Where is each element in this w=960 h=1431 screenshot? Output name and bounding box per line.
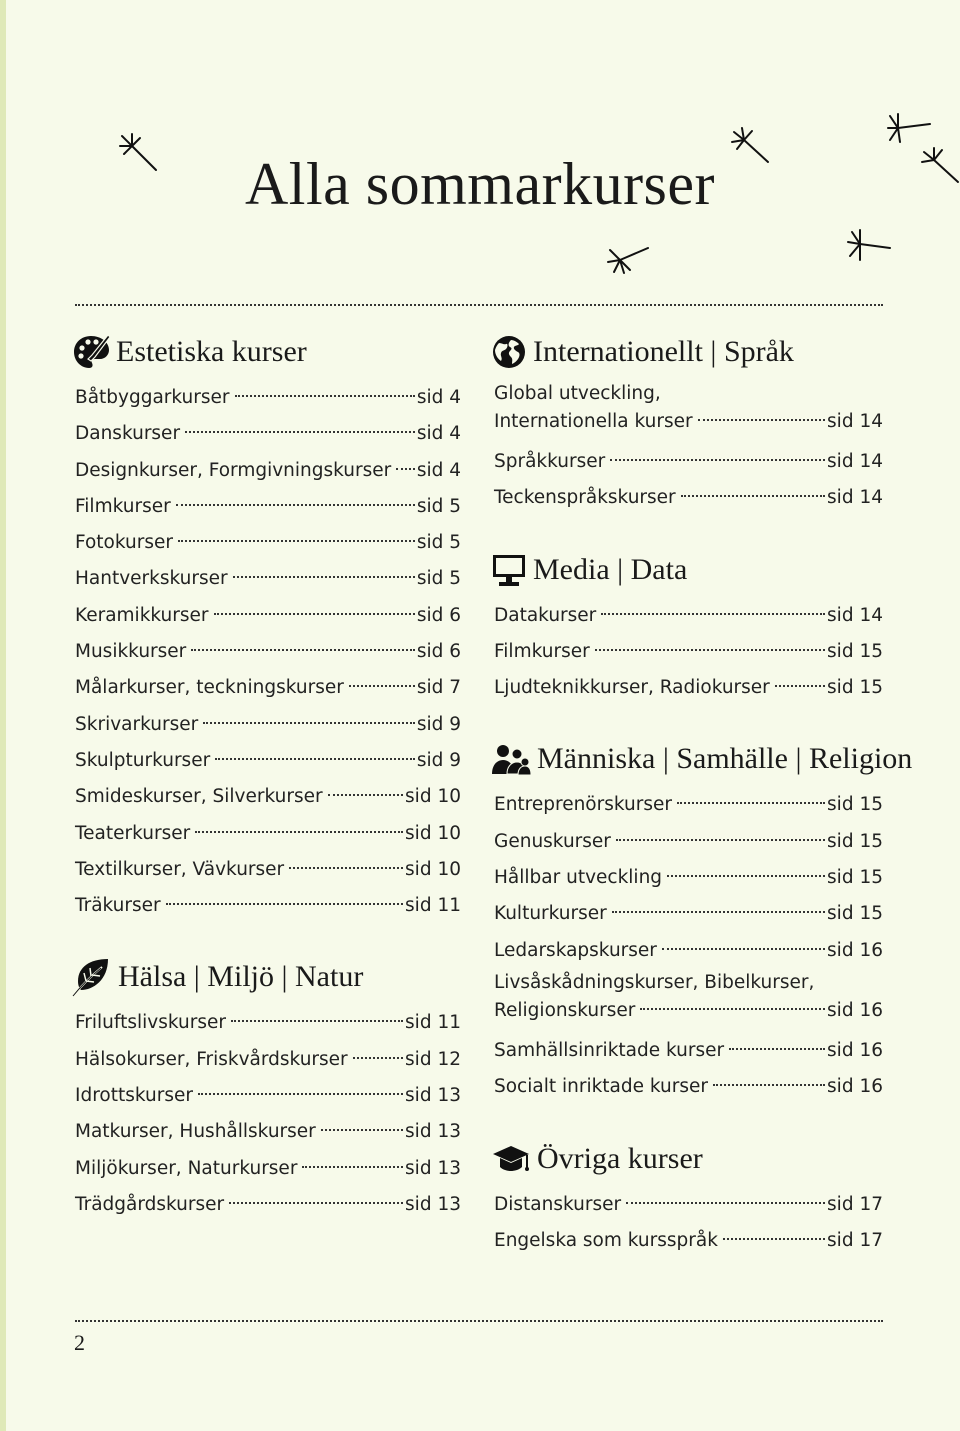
dot-leader bbox=[328, 794, 403, 796]
section-heading bbox=[72, 330, 461, 374]
dot-leader bbox=[729, 1048, 825, 1050]
dot-leader bbox=[166, 903, 403, 905]
entry-name: Hantverkskurser bbox=[75, 568, 228, 590]
section-heading bbox=[491, 330, 883, 374]
section-heading bbox=[491, 737, 913, 781]
entry-page: sid 14 bbox=[827, 411, 883, 432]
toc-entry[interactable] bbox=[75, 1078, 461, 1114]
dot-leader bbox=[612, 911, 825, 913]
section-heading bbox=[491, 1137, 883, 1181]
entry-page: sid 14 bbox=[827, 604, 883, 626]
toc-entry[interactable] bbox=[494, 444, 883, 480]
entry-name: Teckenspråkskurser bbox=[494, 487, 676, 509]
dot-leader bbox=[616, 839, 825, 841]
toc-entry[interactable] bbox=[75, 1114, 461, 1150]
entry-name: Språkkurser bbox=[494, 451, 606, 472]
toc-entry[interactable] bbox=[75, 1005, 461, 1041]
entry-page: sid 12 bbox=[405, 1048, 461, 1070]
toc-entry[interactable] bbox=[494, 1187, 883, 1223]
dot-leader bbox=[723, 1238, 825, 1240]
dot-leader bbox=[626, 1202, 825, 1204]
page-number: 2 bbox=[74, 1330, 85, 1355]
section-title: Hälsa | Miljö | Natur bbox=[118, 960, 364, 994]
dot-leader bbox=[353, 1057, 403, 1059]
dot-leader bbox=[231, 1020, 403, 1022]
dandelion-seed-icon bbox=[886, 112, 934, 148]
entry-continuation bbox=[494, 997, 883, 1025]
toc-entry[interactable] bbox=[494, 933, 883, 969]
entry-name: Teaterkurser bbox=[75, 822, 191, 844]
entry-name: Fotokurser bbox=[75, 532, 173, 554]
entry-page: sid 11 bbox=[405, 895, 461, 917]
entry-name: Målarkurser, teckningskurser bbox=[75, 677, 344, 699]
dot-leader bbox=[640, 1008, 825, 1010]
entry-name: Miljökurser, Naturkurser bbox=[75, 1157, 298, 1179]
entry-page: sid 13 bbox=[405, 1193, 461, 1215]
dot-leader bbox=[775, 685, 825, 687]
toc-entry[interactable] bbox=[75, 416, 461, 452]
dot-leader bbox=[178, 540, 415, 542]
entry-name: Filmkurser bbox=[75, 495, 171, 517]
dot-leader bbox=[185, 431, 415, 433]
entry-page: sid 13 bbox=[405, 1157, 461, 1179]
section-heading bbox=[72, 955, 461, 999]
leaf-icon bbox=[72, 957, 112, 997]
top-dotted-rule bbox=[75, 304, 883, 306]
entry-list bbox=[75, 380, 461, 924]
dot-leader bbox=[349, 685, 415, 687]
toc-entry[interactable] bbox=[494, 670, 883, 706]
toc-entry[interactable] bbox=[75, 1151, 461, 1187]
dot-leader bbox=[681, 495, 825, 497]
entry-page: sid 13 bbox=[405, 1121, 461, 1143]
entry-name-line2: Religionskurser bbox=[494, 999, 636, 1021]
computer-icon bbox=[491, 552, 527, 588]
toc-entry[interactable] bbox=[494, 787, 883, 823]
section-ovriga bbox=[494, 1137, 883, 1260]
entry-name: Hållbar utveckling bbox=[494, 867, 663, 889]
entry-page: sid 4 bbox=[416, 459, 461, 481]
toc-entry[interactable] bbox=[75, 888, 461, 924]
entry-name: Textilkurser, Vävkurser bbox=[75, 858, 285, 880]
section-heading bbox=[491, 548, 883, 592]
entry-name: Trädgårdskurser bbox=[75, 1193, 225, 1215]
section-internationellt bbox=[494, 330, 883, 517]
entry-page: sid 15 bbox=[827, 677, 883, 699]
dot-leader bbox=[233, 576, 415, 578]
section-estetiska bbox=[75, 330, 461, 924]
entry-page: sid 6 bbox=[416, 604, 461, 626]
entry-page: sid 16 bbox=[827, 1076, 883, 1098]
entry-page: sid 4 bbox=[416, 423, 461, 445]
entry-page: sid 15 bbox=[827, 794, 883, 816]
dot-leader bbox=[677, 802, 825, 804]
toc-entry[interactable] bbox=[494, 824, 883, 860]
right-column bbox=[494, 330, 913, 1290]
entry-page: sid 15 bbox=[827, 867, 883, 889]
toc-entry[interactable] bbox=[494, 1033, 883, 1069]
entry-name: Keramikkurser bbox=[75, 604, 209, 626]
entry-page: sid 14 bbox=[827, 451, 883, 472]
dot-leader bbox=[203, 722, 415, 724]
dot-leader bbox=[595, 649, 825, 651]
entry-name: Smideskurser, Silverkurser bbox=[75, 786, 323, 808]
section-title: Media | Data bbox=[533, 552, 688, 586]
toc-entry[interactable] bbox=[494, 969, 883, 1025]
dot-leader bbox=[698, 419, 825, 421]
dandelion-seed-icon bbox=[846, 228, 892, 264]
entry-name: Entreprenörskurser bbox=[494, 794, 672, 816]
entry-name: Designkurser, Formgivningskurser bbox=[75, 459, 392, 481]
entry-page: sid 10 bbox=[405, 858, 461, 880]
dot-leader bbox=[195, 831, 403, 833]
toc-entry[interactable] bbox=[75, 779, 461, 815]
entry-name: Livsåskådningskurser, Bibelkurser, bbox=[494, 971, 815, 993]
entry-continuation bbox=[494, 408, 883, 436]
entry-page: sid 9 bbox=[416, 749, 461, 771]
toc-entry[interactable] bbox=[494, 1223, 883, 1259]
entry-page: sid 15 bbox=[827, 903, 883, 925]
entry-page: sid 10 bbox=[405, 822, 461, 844]
entry-name: Musikkurser bbox=[75, 641, 187, 663]
entry-name: Skulpturkurser bbox=[75, 749, 211, 771]
entry-page: sid 15 bbox=[827, 640, 883, 662]
section-halsa bbox=[75, 955, 461, 1223]
entry-page: sid 14 bbox=[827, 487, 883, 509]
dot-leader bbox=[396, 468, 415, 470]
entry-name: Samhällsinriktade kurser bbox=[494, 1039, 725, 1061]
entry-name: Ledarskapskurser bbox=[494, 939, 657, 961]
entry-name: Båtbyggarkurser bbox=[75, 387, 230, 408]
toc-entry[interactable] bbox=[494, 1069, 883, 1105]
section-title: Människa | Samhälle | Religion bbox=[537, 742, 913, 776]
toc-entry[interactable] bbox=[75, 816, 461, 852]
dot-leader bbox=[229, 1202, 403, 1204]
entry-list bbox=[494, 598, 883, 707]
entry-list bbox=[494, 787, 883, 1105]
dot-leader bbox=[235, 395, 415, 397]
entry-list bbox=[75, 1005, 461, 1223]
entry-name: Friluftslivskurser bbox=[75, 1012, 226, 1034]
entry-name: Träkurser bbox=[75, 895, 161, 917]
entry-list bbox=[494, 380, 883, 517]
entry-page: sid 10 bbox=[405, 786, 461, 808]
entry-page: sid 13 bbox=[405, 1085, 461, 1107]
section-title: Internationellt | Språk bbox=[533, 335, 794, 368]
toc-entry[interactable] bbox=[75, 1187, 461, 1223]
entry-page: sid 17 bbox=[827, 1229, 883, 1251]
dot-leader bbox=[667, 875, 825, 877]
entry-page: sid 16 bbox=[827, 1039, 883, 1061]
toc-entry[interactable] bbox=[494, 896, 883, 932]
entry-page: sid 5 bbox=[416, 495, 461, 517]
entry-page: sid 7 bbox=[416, 677, 461, 699]
entry-name: Filmkurser bbox=[494, 640, 590, 662]
toc-entry[interactable] bbox=[494, 598, 883, 634]
dot-leader bbox=[713, 1084, 825, 1086]
dot-leader bbox=[215, 758, 415, 760]
toc-entry[interactable] bbox=[75, 1042, 461, 1078]
toc-entry[interactable] bbox=[75, 743, 461, 779]
entry-name: Datakurser bbox=[494, 604, 597, 626]
entry-page: sid 11 bbox=[405, 1012, 461, 1034]
toc-entry[interactable] bbox=[494, 634, 883, 670]
entry-name: Kulturkurser bbox=[494, 903, 607, 925]
left-column bbox=[75, 330, 461, 1254]
entry-name-line2: Internationella kurser bbox=[494, 411, 693, 432]
toc-entry[interactable] bbox=[75, 380, 461, 416]
dot-leader bbox=[289, 867, 403, 869]
toc-entry[interactable] bbox=[75, 670, 461, 706]
section-title: Estetiska kurser bbox=[116, 335, 307, 368]
dot-leader bbox=[191, 649, 415, 651]
dot-leader bbox=[610, 459, 825, 461]
toc-entry[interactable] bbox=[75, 707, 461, 743]
toc-entry[interactable] bbox=[75, 525, 461, 561]
entry-page: sid 16 bbox=[827, 939, 883, 961]
toc-entry[interactable] bbox=[494, 860, 883, 896]
entry-name: Skrivarkurser bbox=[75, 713, 199, 735]
entry-page: sid 5 bbox=[416, 532, 461, 554]
entry-page: sid 16 bbox=[827, 999, 883, 1021]
section-title: Övriga kurser bbox=[537, 1141, 703, 1175]
dot-leader bbox=[176, 504, 415, 506]
dot-leader bbox=[214, 613, 415, 615]
people-icon bbox=[491, 742, 531, 776]
toc-entry[interactable] bbox=[75, 489, 461, 525]
dot-leader bbox=[321, 1129, 403, 1131]
toc-entry[interactable] bbox=[75, 561, 461, 597]
page-title: Alla sommarkurser bbox=[244, 151, 716, 217]
entry-page: sid 15 bbox=[827, 830, 883, 852]
bottom-dotted-rule bbox=[75, 1320, 883, 1322]
dot-leader bbox=[198, 1093, 403, 1095]
toc-entry[interactable] bbox=[75, 634, 461, 670]
entry-name: Idrottskurser bbox=[75, 1085, 193, 1107]
entry-name: Ljudteknikkurser, Radiokurser bbox=[494, 677, 770, 699]
toc-entry[interactable] bbox=[494, 380, 883, 436]
section-manniska bbox=[494, 737, 913, 1105]
toc-entry[interactable] bbox=[494, 480, 883, 516]
palette-icon bbox=[72, 333, 110, 371]
dot-leader bbox=[601, 613, 825, 615]
entry-page: sid 17 bbox=[827, 1193, 883, 1215]
entry-page: sid 5 bbox=[416, 568, 461, 590]
entry-name: Matkurser, Hushållskurser bbox=[75, 1121, 316, 1143]
toc-entry[interactable] bbox=[75, 852, 461, 888]
dot-leader bbox=[662, 948, 825, 950]
entry-name: Global utveckling, bbox=[494, 383, 661, 404]
entry-name: Danskurser bbox=[75, 423, 181, 445]
entry-name: Socialt inriktade kurser bbox=[494, 1076, 709, 1098]
entry-list bbox=[494, 1187, 883, 1260]
entry-name: Genuskurser bbox=[494, 830, 611, 852]
globe-icon bbox=[491, 334, 527, 370]
entry-page: sid 6 bbox=[416, 641, 461, 663]
entry-name: Distanskurser bbox=[494, 1193, 622, 1215]
toc-entry[interactable] bbox=[75, 453, 461, 489]
graduation-cap-icon bbox=[491, 1142, 531, 1176]
entry-page: sid 9 bbox=[416, 713, 461, 735]
section-media bbox=[494, 548, 883, 707]
entry-page: sid 4 bbox=[416, 387, 461, 408]
dot-leader bbox=[302, 1166, 403, 1168]
entry-name: Hälsokurser, Friskvårdskurser bbox=[75, 1048, 348, 1070]
entry-name: Engelska som kursspråk bbox=[494, 1229, 718, 1251]
toc-entry[interactable] bbox=[75, 598, 461, 634]
dandelion-seed-icon bbox=[606, 240, 652, 276]
